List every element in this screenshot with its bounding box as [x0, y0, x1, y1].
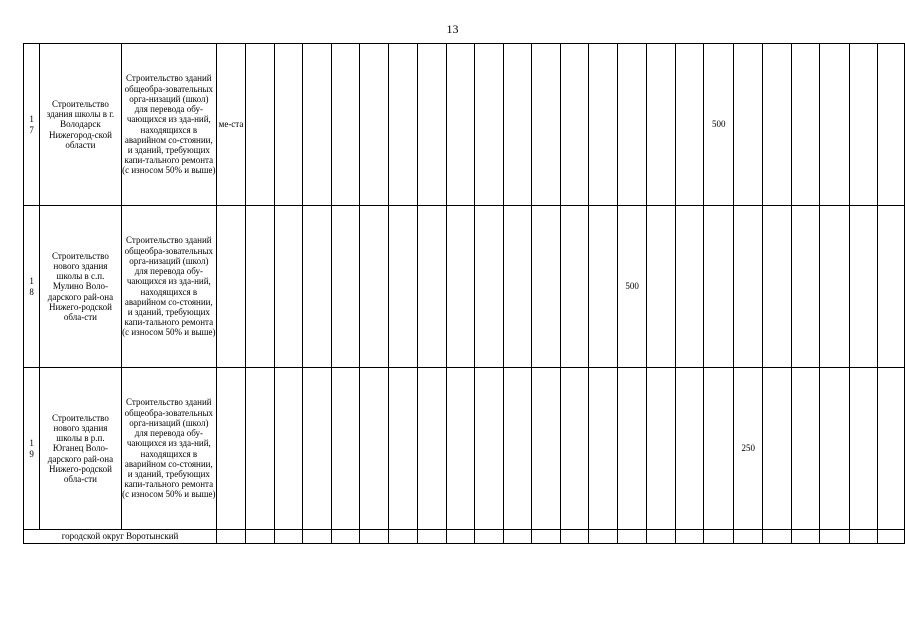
- empty-cell: [589, 368, 618, 530]
- empty-cell: [763, 530, 792, 544]
- empty-cell: [676, 44, 704, 206]
- empty-cell: [618, 530, 647, 544]
- empty-cell: [560, 206, 588, 368]
- empty-cell: [417, 368, 446, 530]
- empty-cell: [360, 206, 389, 368]
- empty-cell: [820, 368, 849, 530]
- empty-cell: [849, 368, 877, 530]
- empty-cell: [245, 368, 274, 530]
- row-number-cell: [24, 206, 40, 368]
- empty-cell: [245, 206, 274, 368]
- empty-cell: [303, 530, 332, 544]
- empty-cell: [446, 44, 474, 206]
- empty-cell: [734, 530, 763, 544]
- empty-cell: [877, 530, 904, 544]
- object-name-cell: Строительство здания школы в г. Володарск Нижегород-ской области: [40, 44, 121, 206]
- empty-cell: [531, 44, 560, 206]
- empty-cell: [303, 368, 332, 530]
- empty-cell: [446, 206, 474, 368]
- empty-cell: [560, 368, 588, 530]
- object-name-cell: Строительство нового здания школы в с.п. Мулино Воло-дарского рай-она Нижего-родской обла-сти: [40, 206, 121, 368]
- row-number-digit: 1: [29, 114, 34, 125]
- empty-cell: [647, 368, 676, 530]
- empty-cell: [589, 530, 618, 544]
- empty-cell: [474, 206, 503, 368]
- row-number-digit: 8: [29, 286, 34, 297]
- empty-cell: [820, 44, 849, 206]
- unit-cell: [217, 206, 246, 368]
- empty-cell: [676, 206, 704, 368]
- empty-cell: [360, 44, 389, 206]
- empty-cell: [647, 44, 676, 206]
- empty-cell: [332, 44, 360, 206]
- empty-cell: [332, 368, 360, 530]
- empty-cell: [877, 206, 904, 368]
- table-row: [24, 530, 905, 544]
- empty-cell: [474, 44, 503, 206]
- empty-cell: [792, 206, 820, 368]
- empty-cell: [275, 530, 303, 544]
- empty-cell: [676, 368, 704, 530]
- empty-cell: [389, 368, 417, 530]
- empty-cell: [275, 44, 303, 206]
- empty-cell: [275, 368, 303, 530]
- value-cell: 250: [734, 368, 763, 530]
- value-cell: 500: [704, 44, 734, 206]
- empty-cell: [389, 44, 417, 206]
- empty-cell: [560, 530, 588, 544]
- empty-cell: [503, 44, 531, 206]
- page-number: 13: [446, 22, 459, 36]
- empty-cell: [849, 530, 877, 544]
- empty-cell: [763, 368, 792, 530]
- empty-cell: [531, 206, 560, 368]
- empty-cell: [503, 368, 531, 530]
- empty-cell: [734, 206, 763, 368]
- empty-cell: [503, 530, 531, 544]
- empty-cell: [474, 368, 503, 530]
- table-row: [24, 368, 905, 530]
- empty-cell: [474, 530, 503, 544]
- empty-cell: [360, 530, 389, 544]
- object-description-cell: Строительство зданий общеобра-зовательных орга-низаций (школ) для перевода обу-чающихся из зда-ний, находящихся в аварийном со-стоянии, и зданий, требующих капи-тального ремонта (с износом 50% и выше): [121, 206, 216, 368]
- empty-cell: [763, 44, 792, 206]
- empty-cell: [275, 206, 303, 368]
- empty-cell: [647, 530, 676, 544]
- empty-cell: [849, 44, 877, 206]
- empty-cell: [217, 530, 246, 544]
- empty-cell: [560, 44, 588, 206]
- row-number-digit: 1: [29, 438, 34, 449]
- empty-cell: [417, 44, 446, 206]
- value-cell: 500: [618, 206, 647, 368]
- empty-cell: [704, 368, 734, 530]
- empty-cell: [531, 368, 560, 530]
- empty-cell: [332, 530, 360, 544]
- empty-cell: [589, 44, 618, 206]
- empty-cell: [849, 206, 877, 368]
- row-number-cell: [24, 44, 40, 206]
- object-description-cell: Строительство зданий общеобра-зовательных орга-низаций (школ) для перевода обу-чающихся из зда-ний, находящихся в аварийном со-стоянии, и зданий, требующих капи-тального ремонта (с износом 50% и выше): [121, 44, 216, 206]
- empty-cell: [676, 530, 704, 544]
- empty-cell: [389, 206, 417, 368]
- table-row: [24, 206, 905, 368]
- empty-cell: [417, 530, 446, 544]
- row-number-cell: [24, 368, 40, 530]
- empty-cell: [503, 206, 531, 368]
- empty-cell: [792, 44, 820, 206]
- empty-cell: [531, 530, 560, 544]
- empty-cell: [446, 530, 474, 544]
- unit-cell: [217, 368, 246, 530]
- section-label-cell: городской округ Воротынский: [24, 530, 217, 544]
- empty-cell: [877, 44, 904, 206]
- empty-cell: [877, 368, 904, 530]
- empty-cell: [360, 368, 389, 530]
- empty-cell: [704, 206, 734, 368]
- object-name-cell: Строительство нового здания школы в р.п. Юганец Воло-дарского рай-она Нижего-родской обла-сти: [40, 368, 121, 530]
- empty-cell: [303, 206, 332, 368]
- empty-cell: [417, 206, 446, 368]
- empty-cell: [792, 530, 820, 544]
- empty-cell: [820, 530, 849, 544]
- empty-cell: [734, 44, 763, 206]
- empty-cell: [820, 206, 849, 368]
- row-number-digit: 9: [29, 448, 34, 459]
- empty-cell: [704, 530, 734, 544]
- empty-cell: [332, 206, 360, 368]
- empty-cell: [389, 530, 417, 544]
- empty-cell: [589, 206, 618, 368]
- empty-cell: [647, 206, 676, 368]
- row-number-digit: 7: [29, 124, 34, 135]
- empty-cell: [618, 368, 647, 530]
- empty-cell: [245, 530, 274, 544]
- empty-cell: [618, 44, 647, 206]
- data-table: [23, 43, 905, 544]
- empty-cell: [763, 206, 792, 368]
- row-number-digit: 1: [29, 276, 34, 287]
- unit-cell: ме-ста: [217, 44, 246, 206]
- empty-cell: [303, 44, 332, 206]
- empty-cell: [446, 368, 474, 530]
- table-row: [24, 44, 905, 206]
- object-description-cell: Строительство зданий общеобра-зовательных орга-низаций (школ) для перевода обу-чающихся из зда-ний, находящихся в аварийном со-стоянии, и зданий, требующих капи-тального ремонта (с износом 50% и выше): [121, 368, 216, 530]
- empty-cell: [792, 368, 820, 530]
- empty-cell: [245, 44, 274, 206]
